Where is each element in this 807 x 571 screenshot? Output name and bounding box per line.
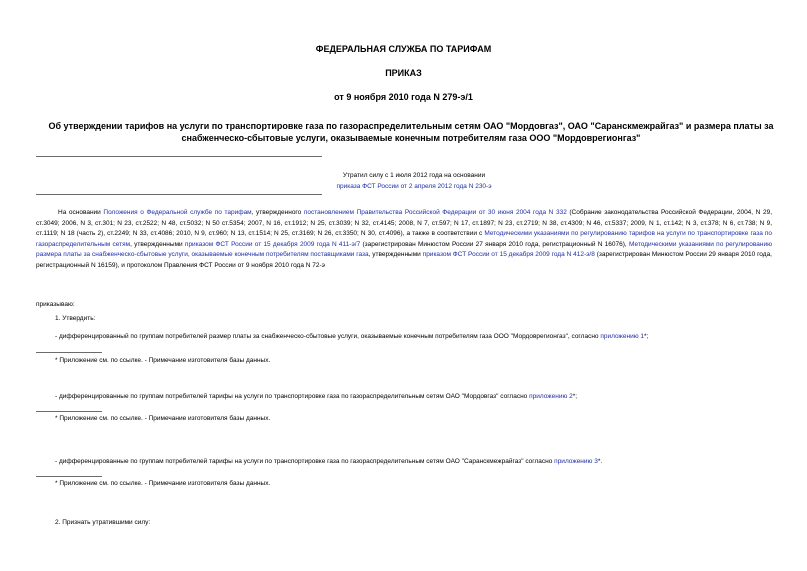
link-methodical-supply[interactable]: Методическими указаниями по регулированию размера платы за снабженческо-сбытовые услуги, оказываемые конечным потребителям поставщиками газа	[36, 240, 773, 259]
lost-force-link[interactable]: приказа ФСТ России от 2 апреля 2012 года N 230-э	[336, 183, 492, 190]
link-appendix-2[interactable]: приложению 2	[529, 393, 573, 400]
document-title: Об утверждении тарифов на услуги по транспортировке газа по газораспределительным сетям ОАО "Мордовгаз", ОАО "Саранскмежрайгаз" и размера платы за снабженческо-сбытовые услуги, оказываемые конечным потребителям газа ООО "Мордоврегионгаз"	[48, 121, 774, 143]
lost-force-notice	[300, 170, 528, 192]
order-word: приказываю:	[36, 301, 75, 308]
bullet-2-text: - дифференцированные по группам потребителей тарифы на услуги по транспортировке газа по газораспределительным сетям ОАО "Мордовгаз" согласно	[55, 393, 530, 400]
item-2-heading: 2. Признать утратившими силу:	[55, 519, 151, 526]
bullet-1	[55, 332, 648, 342]
agency-heading: ФЕДЕРАЛЬНАЯ СЛУЖБА ПО ТАРИФАМ	[315, 44, 492, 54]
separator-line	[36, 156, 322, 157]
preamble-text: , утвержденными	[130, 240, 185, 248]
link-order-411[interactable]: приказом ФСТ России от 15 декабря 2009 года N 411-э/7	[184, 240, 361, 248]
footnote-rule	[36, 352, 102, 353]
preamble-text: (зарегистрирован Минюстом России 27 января 2010 года, регистрационный N 16076),	[360, 240, 629, 248]
doc-type-heading: ПРИКАЗ	[385, 68, 422, 78]
footnote-2: * Приложение см. по ссылке. - Примечание изготовителя базы данных.	[55, 415, 271, 422]
link-appendix-1[interactable]: приложению 1	[600, 333, 644, 340]
bullet-2-tail: *;	[572, 393, 578, 400]
footnote-1: * Приложение см. по ссылке. - Примечание изготовителя базы данных.	[55, 357, 271, 364]
preamble-text: , утвержденного	[251, 209, 304, 216]
footnote-rule	[36, 411, 102, 412]
bullet-1-tail: *;	[644, 333, 649, 340]
link-fst-regulation[interactable]: Положения о Федеральной службе по тарифам	[103, 209, 252, 216]
item-1-heading: 1. Утвердить:	[55, 315, 96, 322]
link-government-decree[interactable]: постановлением Правительства Российской Федерации от 30 июня 2004 года N 332	[303, 209, 567, 216]
preamble-text: На основании	[58, 209, 104, 216]
bullet-3	[55, 457, 602, 467]
preamble-paragraph	[36, 208, 772, 272]
preamble-text: (Собрание законодательства Российской Федерации, 2004, N 29, ст.3049; 2006, N 3, ст.301; N 23, ст.2522; N 48, ст.5032; N 50 ст.5354; 2007, N 16, ст.1912; N 25, ст.3039; N 32, ст.4145; 2008, N 7, ст.597; N 17, ст.1897; N 23, ст.2719; N 38, ст.4309; N 46, ст.5337; 2009, N 1, ст.142; N 3, ст.378; N 6, ст.738; N 9, ст.1119; N 18 (часть 2), ст.2249; N 33, ст.4086; 2010, N 9, ст.960; N 13, ст.1514; N 25, ст.3169; N 26, ст.3350; N 30, ст.4096), а также в соответствии с	[36, 209, 772, 238]
separator-line	[36, 194, 322, 195]
doc-date-number: от 9 ноября 2010 года N 279-э/1	[334, 92, 473, 102]
lost-force-text: Утратил силу с 1 июля 2012 года на основании	[342, 172, 486, 179]
link-order-412[interactable]: приказом ФСТ России от 15 декабря 2009 года N 412-э/8	[422, 251, 595, 259]
bullet-3-tail: *.	[597, 458, 603, 465]
bullet-1-text: - дифференцированный по группам потребителей размер платы за снабженческо-сбытовые услуги, оказываемые конечным потребителям газа ООО "Мордоврегионгаз", согласно	[55, 333, 601, 340]
footnote-rule	[36, 476, 102, 477]
bullet-3-text: - дифференцированные по группам потребителей тарифы на услуги по транспортировке газа по газораспределительным сетям ОАО "Саранскмежрайгаз" согласно	[55, 458, 555, 465]
preamble-text: (зарегистрирован Минюстом России 29 января 2010 года, регистрационный N 16159), и протоколом Правления ФСТ России от 9 ноября 2010 года N 72-э	[36, 251, 772, 269]
link-methodical-transport[interactable]: Методическими указаниями по регулированию тарифов на услуги по транспортировке газа по газораспределительным сетям	[36, 230, 772, 248]
bullet-2	[55, 392, 577, 402]
footnote-3: * Приложение см. по ссылке. - Примечание изготовителя базы данных.	[55, 480, 271, 487]
preamble-text: , утвержденными	[368, 251, 423, 259]
link-appendix-3[interactable]: приложению 3	[554, 458, 598, 465]
